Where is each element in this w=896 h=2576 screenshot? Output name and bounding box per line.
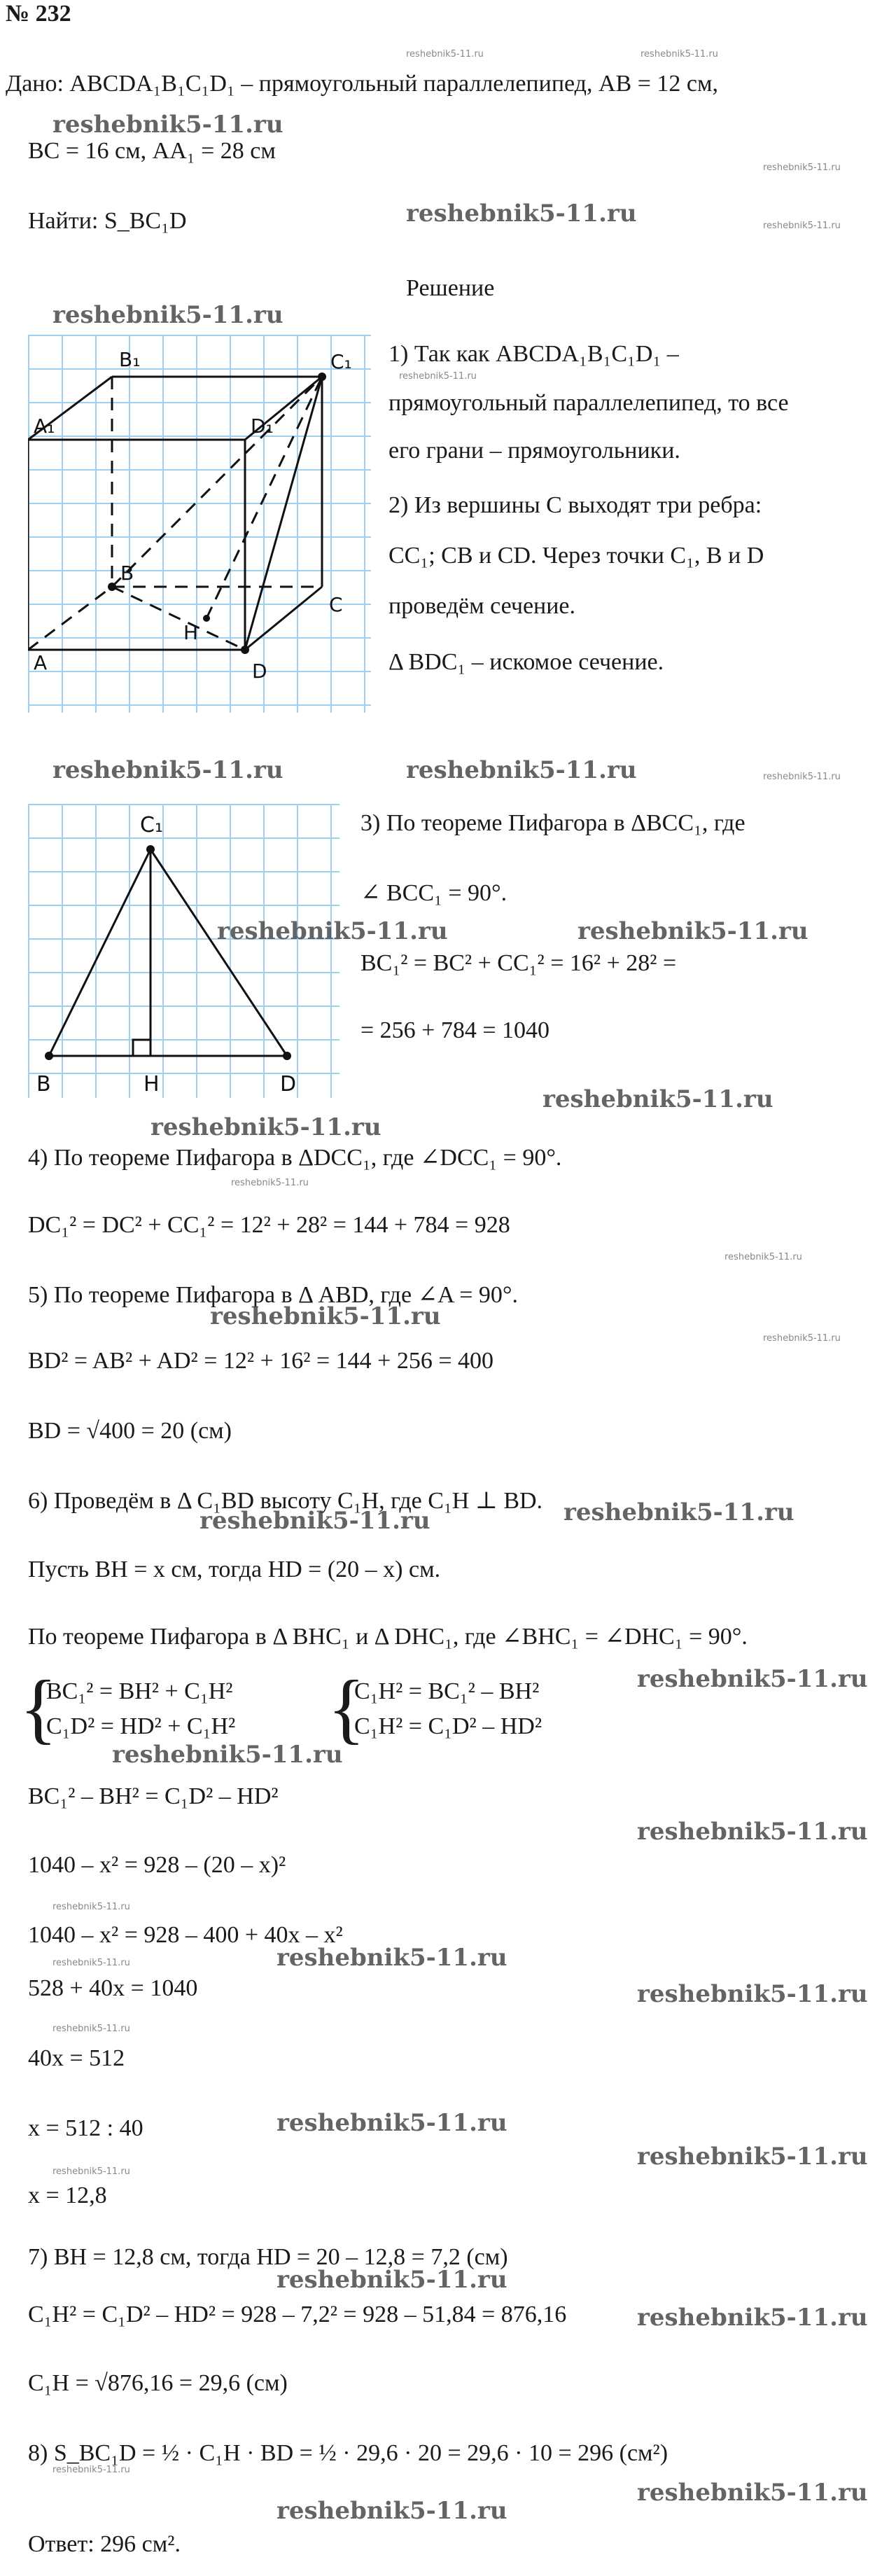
- step1-line1: 1) Так как ABCDA₁B₁C₁D₁ –: [388, 341, 679, 367]
- vertex-b-label: B: [120, 562, 134, 585]
- equation-2: 1040 – x² = 928 – (20 – x)²: [28, 1852, 286, 1878]
- watermark: reshebnik5-11.ru: [276, 2497, 507, 2525]
- equation-7: x = 12,8: [28, 2182, 107, 2208]
- step3-line3: BC₁² = BC² + CC₁² = 16² + 28² =: [360, 950, 677, 976]
- watermark: reshebnik5-11.ru: [52, 301, 284, 329]
- watermark: reshebnik5-11.ru: [637, 1980, 868, 2008]
- watermark-small: reshebnik5-11.ru: [763, 221, 841, 231]
- solution-title: Решение: [406, 275, 495, 301]
- watermark: reshebnik5-11.ru: [52, 756, 284, 784]
- step3-line4: = 256 + 784 = 1040: [360, 1017, 550, 1043]
- step5-line1: 5) По теореме Пифагора в Δ ABD, где ∠A = 90°.: [28, 1282, 518, 1308]
- watermark-small: reshebnik5-11.ru: [52, 2024, 130, 2034]
- equation-5: 40x = 512: [28, 2045, 125, 2071]
- watermark: reshebnik5-11.ru: [406, 756, 637, 784]
- triangle-figure: [28, 804, 340, 1098]
- watermark: reshebnik5-11.ru: [210, 1302, 441, 1330]
- step2-line1: 2) Из вершины C выходят три ребра:: [388, 492, 762, 518]
- step6-line2: Пусть BH = x см, тогда HD = (20 – x) см.: [28, 1557, 441, 1582]
- watermark: reshebnik5-11.ru: [276, 1944, 507, 1972]
- system1-eq1: BC₁² = BH² + C₁H²: [46, 1678, 233, 1704]
- tri-vertex-c1-label: C₁: [140, 813, 163, 837]
- step3-line2: ∠ BCC₁ = 90°.: [360, 880, 507, 906]
- system2-eq1: C₁H² = BC₁² – BH²: [354, 1678, 540, 1704]
- watermark: reshebnik5-11.ru: [564, 1498, 794, 1526]
- watermark: reshebnik5-11.ru: [542, 1085, 774, 1113]
- equation-1: BC₁² – BH² = C₁D² – HD²: [28, 1783, 279, 1809]
- watermark: reshebnik5-11.ru: [200, 1507, 430, 1535]
- system2-eq2: C₁H² = C₁D² – HD²: [354, 1713, 542, 1739]
- step3-line1: 3) По теореме Пифагора в ΔBCC₁, где: [360, 810, 746, 836]
- vertex-c1-label: C₁: [330, 350, 352, 373]
- equation-3: 1040 – x² = 928 – 400 + 40x – x²: [28, 1922, 343, 1948]
- step4-line1: 4) По теореме Пифагора в ΔDCC₁, где ∠DCC₁ = 90°.: [28, 1145, 562, 1171]
- watermark-small: reshebnik5-11.ru: [231, 1178, 309, 1188]
- watermark-small: reshebnik5-11.ru: [724, 1252, 802, 1262]
- step6-line3: По теореме Пифагора в Δ BHC₁ и Δ DHC₁, где ∠BHC₁ = ∠DHC₁ = 90°.: [28, 1624, 748, 1650]
- watermark-small: reshebnik5-11.ru: [52, 1958, 130, 1968]
- equation-4: 528 + 40x = 1040: [28, 1975, 198, 2001]
- step7-line1: 7) BH = 12,8 см, тогда HD = 20 – 12,8 = 7,2 (см): [28, 2244, 508, 2270]
- step2-line3: проведём сечение.: [388, 593, 576, 619]
- watermark: reshebnik5-11.ru: [637, 2304, 868, 2332]
- watermark-small: reshebnik5-11.ru: [399, 371, 477, 382]
- tri-vertex-d-label: D: [280, 1072, 297, 1096]
- watermark-small: reshebnik5-11.ru: [763, 1333, 841, 1344]
- watermark: reshebnik5-11.ru: [637, 1665, 868, 1693]
- vertex-b1-label: B₁: [119, 348, 141, 371]
- watermark-small: reshebnik5-11.ru: [763, 162, 841, 173]
- step2-line2: CC₁; CB и CD. Через точки C₁, B и D: [388, 543, 764, 569]
- watermark: reshebnik5-11.ru: [150, 1113, 382, 1141]
- step6-line1: 6) Проведём в Δ C₁BD высоту C₁H, где C₁H ⊥ BD.: [28, 1488, 543, 1514]
- step5-line2: BD² = AB² + AD² = 12² + 16² = 144 + 256 = 400: [28, 1348, 494, 1374]
- watermark: reshebnik5-11.ru: [217, 917, 448, 945]
- vertex-a-label: A: [34, 651, 48, 674]
- step1-line3: его грани – прямоугольники.: [388, 438, 680, 464]
- watermark-small: reshebnik5-11.ru: [52, 2166, 130, 2177]
- find-line: Найти: S_BC₁D: [28, 208, 187, 234]
- tri-vertex-b-label: B: [36, 1072, 51, 1096]
- vertex-c-label: C: [329, 593, 343, 616]
- watermark-small: reshebnik5-11.ru: [406, 49, 484, 60]
- given-line-2: BC = 16 см, AA₁ = 28 см: [28, 138, 276, 164]
- step7-line2: C₁H² = C₁D² – HD² = 928 – 7,2² = 928 – 51,84 = 876,16: [28, 2302, 567, 2327]
- watermark-small: reshebnik5-11.ru: [52, 2465, 130, 2475]
- watermark: reshebnik5-11.ru: [637, 2479, 868, 2507]
- watermark: reshebnik5-11.ru: [276, 2266, 507, 2294]
- answer-text: Ответ: 296 см².: [28, 2531, 181, 2557]
- watermark: reshebnik5-11.ru: [112, 1741, 343, 1769]
- vertex-a1-label: A₁: [34, 415, 55, 438]
- problem-number: № 232: [6, 1, 71, 27]
- watermark: reshebnik5-11.ru: [637, 1818, 868, 1846]
- vertex-d1-label: D₁: [251, 415, 274, 438]
- watermark-small: reshebnik5-11.ru: [763, 772, 841, 782]
- parallelepiped-figure: [28, 335, 371, 713]
- system2-brace: {: [328, 1665, 365, 1752]
- watermark: reshebnik5-11.ru: [276, 2109, 507, 2137]
- system1-brace: {: [20, 1665, 57, 1752]
- watermark-small: reshebnik5-11.ru: [640, 49, 718, 60]
- equation-6: x = 512 : 40: [28, 2115, 144, 2141]
- point-h-label: H: [183, 621, 199, 644]
- step5-line3: BD = √400 = 20 (см): [28, 1418, 232, 1444]
- step7-line3: C₁H = √876,16 = 29,6 (см): [28, 2370, 288, 2396]
- tri-point-h-label: H: [144, 1072, 160, 1096]
- given-line-1: Дано: ABCDA₁B₁C₁D₁ – прямоугольный параллелепипед, AB = 12 см,: [6, 71, 718, 97]
- step8-line: 8) S_BC₁D = ½ · C₁H · BD = ½ · 29,6 · 20 = 29,6 · 10 = 296 (см²): [28, 2440, 668, 2466]
- step1-line2: прямоугольный параллелепипед, то все: [388, 390, 789, 416]
- step4-line2: DC₁² = DC² + CC₁² = 12² + 28² = 144 + 784 = 928: [28, 1212, 510, 1238]
- watermark: reshebnik5-11.ru: [52, 111, 284, 139]
- watermark-small: reshebnik5-11.ru: [52, 1902, 130, 1912]
- system1-eq2: C₁D² = HD² + C₁H²: [46, 1713, 236, 1739]
- watermark: reshebnik5-11.ru: [637, 2143, 868, 2171]
- watermark: reshebnik5-11.ru: [578, 917, 808, 945]
- step2-line4: Δ BDC₁ – искомое сечение.: [388, 649, 664, 675]
- vertex-d-label: D: [252, 660, 267, 683]
- watermark: reshebnik5-11.ru: [406, 200, 637, 228]
